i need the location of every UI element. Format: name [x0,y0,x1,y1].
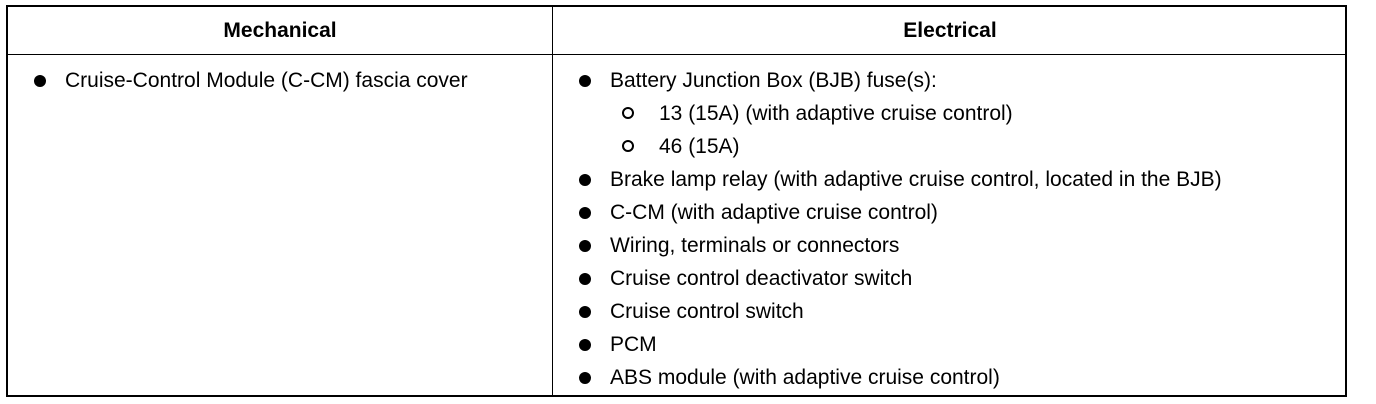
column-divider [552,7,553,395]
electrical-item: Battery Junction Box (BJB) fuse(s): [610,69,937,92]
diagnostic-table [6,5,1347,397]
bullet-icon [579,339,591,351]
electrical-item: Wiring, terminals or connectors [610,234,900,257]
electrical-item: C-CM (with adaptive cruise control) [610,201,938,224]
electrical-item: Brake lamp relay (with adaptive cruise control, located in the BJB) [610,168,1222,191]
electrical-subitem: 13 (15A) (with adaptive cruise control) [659,102,1013,125]
bullet-icon [579,372,591,384]
header-mechanical: Mechanical [223,18,337,42]
bullet-icon [579,240,591,252]
electrical-item: PCM [610,333,657,356]
sub-bullet-icon [622,107,634,119]
mechanical-item: Cruise-Control Module (C-CM) fascia cover [65,69,468,92]
bullet-icon [579,174,591,186]
bullet-icon [579,306,591,318]
sub-bullet-icon [622,140,634,152]
bullet-icon [579,207,591,219]
bullet-icon [579,273,591,285]
header-divider [8,54,1345,55]
bullet-icon [579,75,591,87]
electrical-item: Cruise control switch [610,300,804,323]
header-electrical: Electrical [903,18,997,42]
bullet-icon [34,75,46,87]
electrical-item: Cruise control deactivator switch [610,267,913,290]
electrical-subitem: 46 (15A) [659,135,740,158]
electrical-item: ABS module (with adaptive cruise control) [610,366,1000,389]
